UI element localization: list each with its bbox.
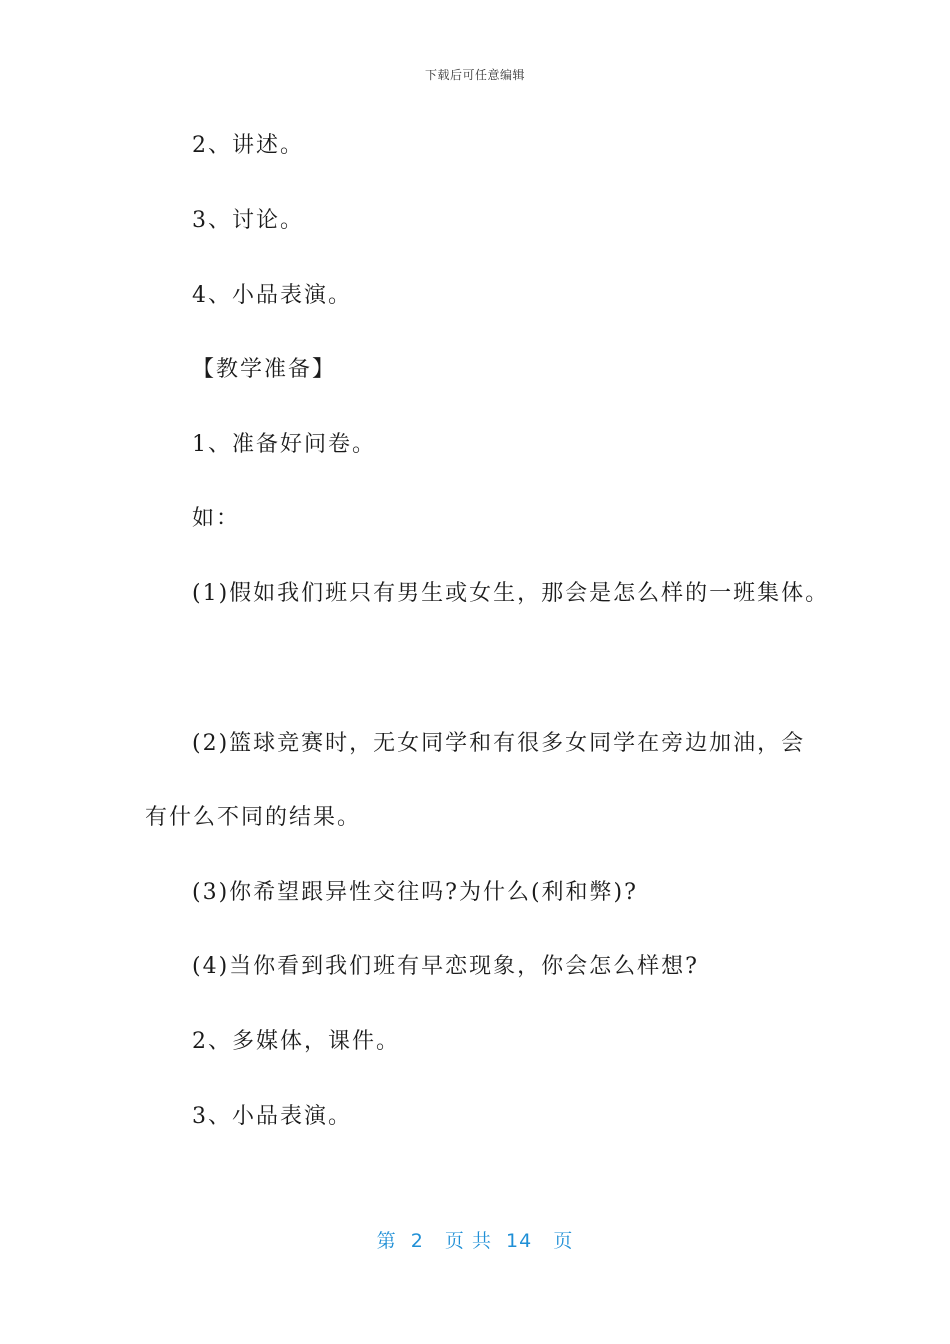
header-note: 下载后可任意编辑	[424, 68, 525, 82]
paragraph-line: 如：	[192, 506, 241, 531]
paragraph-line: (4)当你看到我们班有早恋现象，你会怎么样想?	[192, 954, 699, 979]
paragraph-line: (2)篮球竞赛时，无女同学和有很多女同学在旁边加油，会	[192, 731, 806, 756]
section-heading: 【教学准备】	[192, 357, 337, 382]
paragraph-line: 有什么不同的结果。	[145, 805, 362, 830]
paragraph-line: 2、讲述。	[192, 133, 304, 158]
paragraph-line: 3、小品表演。	[192, 1104, 352, 1129]
paragraph-line: 1、准备好问卷。	[192, 432, 376, 457]
paragraph-line: 4、小品表演。	[192, 283, 352, 308]
paragraph-line: 3、讨论。	[192, 208, 304, 233]
paragraph-line: (1)假如我们班只有男生或女生，那会是怎么样的一班集体。	[192, 581, 830, 606]
page-number-footer: 第 2 页 共 14 页	[376, 1230, 574, 1252]
paragraph-line: (3)你希望跟异性交往吗?为什么(利和弊)?	[192, 880, 638, 905]
paragraph-line: 2、多媒体，课件。	[192, 1029, 400, 1054]
